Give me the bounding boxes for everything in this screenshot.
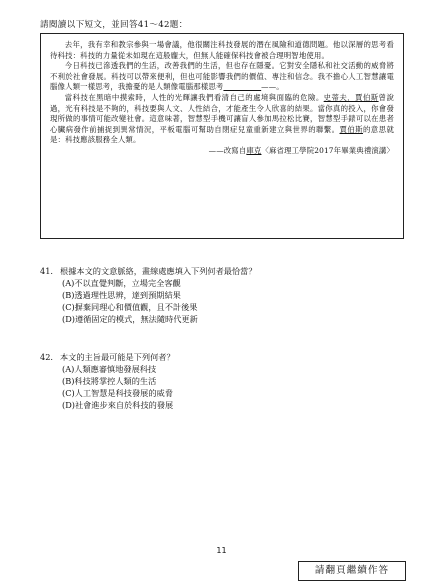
option-b[interactable]: (B)科技將掌控人類的生活: [62, 376, 157, 386]
source-title: 〈麻省理工學院2017年畢業典禮演講〉: [261, 145, 394, 155]
passage-p3-text-c: 的意思就是：科技應該服務全人類。: [50, 124, 394, 145]
question-number: 41.: [40, 266, 54, 276]
question-stem: [40, 351, 175, 363]
source-prefix: ——改寫自: [208, 145, 247, 155]
option-list: [40, 363, 175, 411]
option-d[interactable]: (D)社會進步來自於科技的發展: [62, 400, 174, 410]
question-42: [40, 351, 175, 411]
reading-passage: [40, 33, 404, 239]
question-text: 根據本文的文意脈絡，畫線處應填入下列何者最恰當？: [60, 266, 257, 276]
question-text: 本文的主旨最可能是下列何者？: [60, 352, 175, 362]
option-b[interactable]: (B)透過理性思辨，達到預期結果: [62, 290, 181, 300]
option-d[interactable]: (D)遵循固定的模式，無法隨時代更新: [62, 314, 198, 324]
passage-p2-text: 今日科技已滲透我們的生活，改善我們的生活，但也存在隱憂。它對安全隱私和社交活動的威脅將不利於社會發展。科技可以帶來便利，但也可能影響我們的價值、專注和信念。我不擔心人工智慧讓電腦像人類一樣思考，我擔憂的是人類像電腦那樣思考: [50, 61, 394, 92]
passage-p2-end: 。: [276, 82, 284, 92]
passage-paragraph-3: [50, 93, 394, 146]
option-c[interactable]: (C)人工智慧是科技發展的威脅: [62, 388, 173, 398]
passage-p2-dash: ——: [261, 82, 277, 92]
question-41: [40, 265, 257, 325]
question-number: 42.: [40, 352, 54, 362]
fill-blank-underline: [223, 82, 261, 91]
person-name-jobs: 賈伯斯: [339, 124, 363, 134]
passage-p3-text-b: 曾說過，光有科技是不夠的，科技要與人文、人性結合，才能產生令人欣喜的結果。當你真的投入，你會發現所做的事情可能改變社會。這意味著，智慧型手機可讓盲人參加馬拉松比賽，智慧型手錶可以在患者心臟病發作前捕捉到異常情況，平板電腦可幫助自閉症兒童重新建立與世界的聯繫。: [50, 92, 394, 134]
passage-source: [50, 146, 394, 157]
passage-p3-text-a: 當科技在黑暗中摸索時，人性的光輝讓我們看清自己的處境與面臨的危險。: [64, 92, 324, 102]
question-stem: [40, 265, 257, 277]
continue-notice: 請翻頁繼續作答: [298, 561, 406, 581]
option-c[interactable]: (C)摒棄同理心和價值觀，且不計後果: [62, 302, 198, 312]
page-number: 11: [216, 546, 227, 555]
person-name-jobs-full: 史蒂夫．賈伯斯: [323, 92, 379, 102]
source-author: 庫克: [246, 145, 262, 155]
option-a[interactable]: (A)人類應審慎地發展科技: [62, 364, 157, 374]
option-list: [40, 277, 257, 325]
section-instruction: 請閱讀以下短文，並回答41～42題：: [40, 20, 188, 30]
passage-paragraph-1: 去年，我有幸和教宗參與一場會議，他很關注科技發展的潛在風險和道德問題。他以深層的思考看待科技：科技的力量從未如現在這般龐大，但無人能確保科技會被合理明智地使用。: [50, 40, 394, 60]
option-a[interactable]: (A)不以直覺判斷，立場完全客觀: [62, 278, 181, 288]
passage-paragraph-2: [50, 61, 394, 93]
